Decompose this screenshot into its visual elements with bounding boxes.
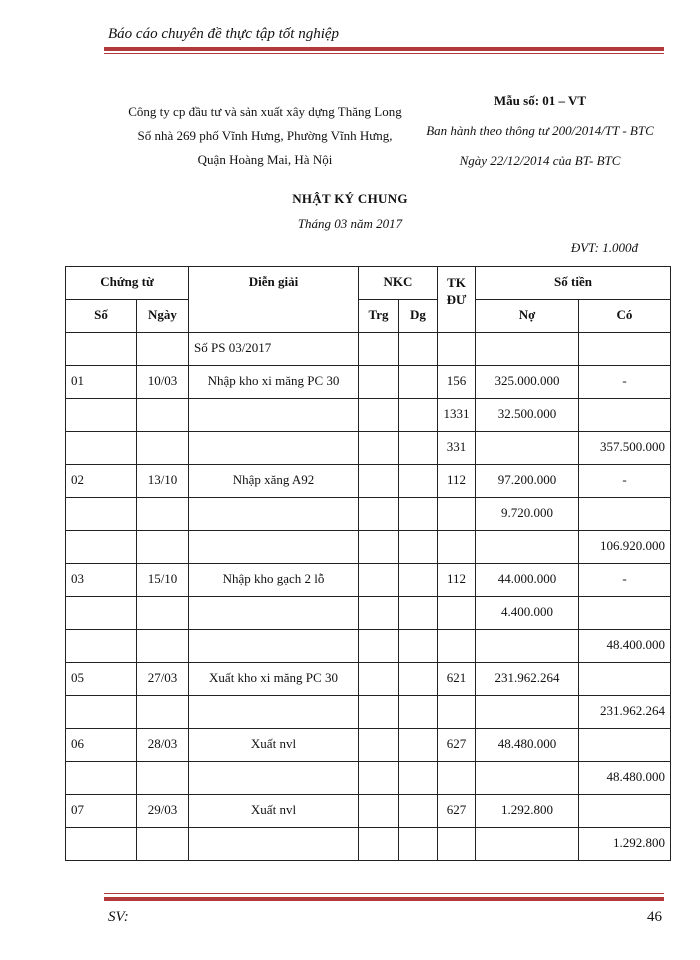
cell-ngay: [137, 531, 189, 564]
cell-so: [66, 828, 137, 861]
cell-no: [476, 333, 579, 366]
table-row: [66, 399, 671, 432]
cell-co: [579, 663, 671, 696]
form-number: Mẫu số: 01 – VT: [493, 93, 587, 108]
cell-so: 03: [66, 564, 137, 597]
cell-ngay: [137, 333, 189, 366]
header-co: Có: [579, 300, 671, 333]
cell-ngay: 29/03: [137, 795, 189, 828]
cell-so: [66, 630, 137, 663]
table-row: [66, 531, 671, 564]
cell-ngay: 28/03: [137, 729, 189, 762]
cell-so: 06: [66, 729, 137, 762]
cell-no: 9.720.000: [476, 498, 579, 531]
cell-co: -: [579, 564, 671, 597]
cell-dg: [399, 795, 438, 828]
cell-so: 07: [66, 795, 137, 828]
cell-desc: [189, 762, 359, 795]
table-row: [66, 333, 671, 366]
cell-ngay: [137, 828, 189, 861]
cell-tk: 627: [438, 795, 476, 828]
cell-trg: [359, 696, 399, 729]
cell-trg: [359, 597, 399, 630]
cell-no: [476, 828, 579, 861]
document-month: Tháng 03 năm 2017: [297, 216, 403, 231]
cell-co: 1.292.800: [579, 828, 671, 861]
cell-dg: [399, 498, 438, 531]
cell-no: 1.292.800: [476, 795, 579, 828]
cell-co: [579, 597, 671, 630]
cell-no: [476, 630, 579, 663]
cell-so: 02: [66, 465, 137, 498]
cell-desc: [189, 399, 359, 432]
table-row: [66, 432, 671, 465]
cell-no: [476, 696, 579, 729]
company-address-line2: Quận Hoàng Mai, Hà Nội: [197, 152, 333, 167]
cell-tk: 621: [438, 663, 476, 696]
cell-ngay: [137, 762, 189, 795]
cell-no: [476, 432, 579, 465]
cell-dg: [399, 333, 438, 366]
cell-co: 357.500.000: [579, 432, 671, 465]
form-info: [410, 86, 670, 176]
form-issued-by: Ban hành theo thông tư 200/2014/TT - BTC: [426, 123, 654, 138]
company-info: [100, 100, 430, 172]
cell-desc: Nhập kho xi măng PC 30: [189, 366, 359, 399]
cell-no: 325.000.000: [476, 366, 579, 399]
cell-tk: 627: [438, 729, 476, 762]
cell-ngay: [137, 696, 189, 729]
cell-no: [476, 762, 579, 795]
table-row: [66, 729, 671, 762]
cell-ngay: 27/03: [137, 663, 189, 696]
cell-desc: Nhập xăng A92: [189, 465, 359, 498]
header-voucher: Chứng từ: [66, 267, 189, 300]
form-issued-date: Ngày 22/12/2014 của BT- BTC: [459, 153, 621, 168]
cell-trg: [359, 399, 399, 432]
cell-trg: [359, 531, 399, 564]
cell-trg: [359, 729, 399, 762]
cell-desc: Xuất kho xi măng PC 30: [189, 663, 359, 696]
cell-dg: [399, 663, 438, 696]
header-dg: Dg: [399, 300, 438, 333]
table-row: [66, 597, 671, 630]
header-trg: Trg: [359, 300, 399, 333]
cell-trg: [359, 498, 399, 531]
cell-co: -: [579, 465, 671, 498]
cell-no: 48.480.000: [476, 729, 579, 762]
cell-trg: [359, 762, 399, 795]
cell-so: [66, 432, 137, 465]
cell-co: [579, 333, 671, 366]
journal-body: [66, 333, 671, 861]
cell-dg: [399, 564, 438, 597]
company-address-line1: Số nhà 269 phố Vĩnh Hưng, Phường Vĩnh Hưng,: [137, 128, 393, 143]
cell-trg: [359, 564, 399, 597]
cell-trg: [359, 366, 399, 399]
cell-trg: [359, 630, 399, 663]
cell-trg: [359, 465, 399, 498]
cell-ngay: [137, 630, 189, 663]
cell-co: 48.480.000: [579, 762, 671, 795]
cell-co: 231.962.264: [579, 696, 671, 729]
cell-tk: [438, 333, 476, 366]
cell-no: 231.962.264: [476, 663, 579, 696]
cell-no: [476, 531, 579, 564]
cell-co: 106.920.000: [579, 531, 671, 564]
cell-no: 44.000.000: [476, 564, 579, 597]
cell-so: [66, 333, 137, 366]
cell-tk: 156: [438, 366, 476, 399]
cell-tk: [438, 696, 476, 729]
cell-tk: [438, 597, 476, 630]
header-no: Nợ: [476, 300, 579, 333]
cell-ngay: 15/10: [137, 564, 189, 597]
footer-rule-thin: [104, 893, 664, 894]
cell-tk: [438, 531, 476, 564]
cell-dg: [399, 399, 438, 432]
table-row: [66, 366, 671, 399]
currency-unit: ĐVT: 1.000đ: [570, 240, 638, 255]
header-tk-line1: TK: [447, 275, 466, 290]
journal-table: [65, 266, 671, 861]
cell-so: [66, 762, 137, 795]
cell-so: [66, 399, 137, 432]
cell-dg: [399, 531, 438, 564]
page-number: 46: [647, 909, 662, 925]
cell-dg: [399, 696, 438, 729]
header-tk-line2: ĐƯ: [446, 292, 467, 307]
company-name: Công ty cp đầu tư và sản xuất xây dựng Thăng Long: [128, 104, 402, 119]
cell-trg: [359, 828, 399, 861]
cell-so: [66, 498, 137, 531]
table-subheader-row: [66, 300, 671, 333]
cell-trg: [359, 333, 399, 366]
cell-trg: [359, 795, 399, 828]
cell-tk: 112: [438, 465, 476, 498]
header-amount: Số tiền: [476, 267, 671, 300]
cell-ngay: [137, 597, 189, 630]
cell-no: 97.200.000: [476, 465, 579, 498]
cell-desc: Nhập kho gạch 2 lỗ: [189, 564, 359, 597]
footer-student: SV:: [108, 909, 129, 925]
cell-so: [66, 696, 137, 729]
cell-desc: Xuất nvl: [189, 729, 359, 762]
table-header-row: [66, 267, 671, 300]
report-header-title: Báo cáo chuyên đề thực tập tốt nghiệp: [108, 26, 340, 42]
cell-dg: [399, 465, 438, 498]
header-nkc: NKC: [359, 267, 438, 300]
cell-dg: [399, 729, 438, 762]
header-ngay: Ngày: [137, 300, 189, 333]
cell-dg: [399, 762, 438, 795]
document-title: NHẬT KÝ CHUNG: [292, 191, 408, 206]
table-row: [66, 663, 671, 696]
cell-co: [579, 729, 671, 762]
header-so: Số: [66, 300, 137, 333]
cell-desc: Xuất nvl: [189, 795, 359, 828]
cell-dg: [399, 432, 438, 465]
cell-dg: [399, 366, 438, 399]
cell-desc: [189, 597, 359, 630]
table-row: [66, 465, 671, 498]
table-row: [66, 498, 671, 531]
cell-co: [579, 795, 671, 828]
cell-desc: [189, 531, 359, 564]
table-row: [66, 828, 671, 861]
cell-co: 48.400.000: [579, 630, 671, 663]
cell-tk: 1331: [438, 399, 476, 432]
table-row: [66, 696, 671, 729]
cell-desc: [189, 696, 359, 729]
cell-co: -: [579, 366, 671, 399]
table-row: [66, 762, 671, 795]
cell-ngay: 10/03: [137, 366, 189, 399]
cell-so: 01: [66, 366, 137, 399]
header-rule-thin: [104, 53, 664, 54]
cell-co: [579, 399, 671, 432]
cell-dg: [399, 828, 438, 861]
footer-rule-thick: [104, 897, 664, 901]
cell-ngay: 13/10: [137, 465, 189, 498]
cell-tk: 331: [438, 432, 476, 465]
cell-ngay: [137, 432, 189, 465]
table-row: [66, 795, 671, 828]
cell-tk: [438, 498, 476, 531]
cell-desc: Số PS 03/2017: [189, 333, 359, 366]
cell-dg: [399, 630, 438, 663]
cell-so: [66, 531, 137, 564]
cell-desc: [189, 432, 359, 465]
cell-desc: [189, 630, 359, 663]
cell-trg: [359, 432, 399, 465]
cell-desc: [189, 828, 359, 861]
table-row: [66, 630, 671, 663]
cell-so: 05: [66, 663, 137, 696]
cell-tk: [438, 762, 476, 795]
cell-trg: [359, 663, 399, 696]
cell-tk: 112: [438, 564, 476, 597]
header-tk: [438, 267, 476, 333]
cell-tk: [438, 630, 476, 663]
cell-desc: [189, 498, 359, 531]
table-row: [66, 564, 671, 597]
cell-dg: [399, 597, 438, 630]
header-description: Diễn giải: [189, 267, 359, 333]
cell-ngay: [137, 399, 189, 432]
cell-no: 32.500.000: [476, 399, 579, 432]
cell-no: 4.400.000: [476, 597, 579, 630]
cell-ngay: [137, 498, 189, 531]
cell-so: [66, 597, 137, 630]
cell-co: [579, 498, 671, 531]
cell-tk: [438, 828, 476, 861]
header-rule-thick: [104, 47, 664, 51]
